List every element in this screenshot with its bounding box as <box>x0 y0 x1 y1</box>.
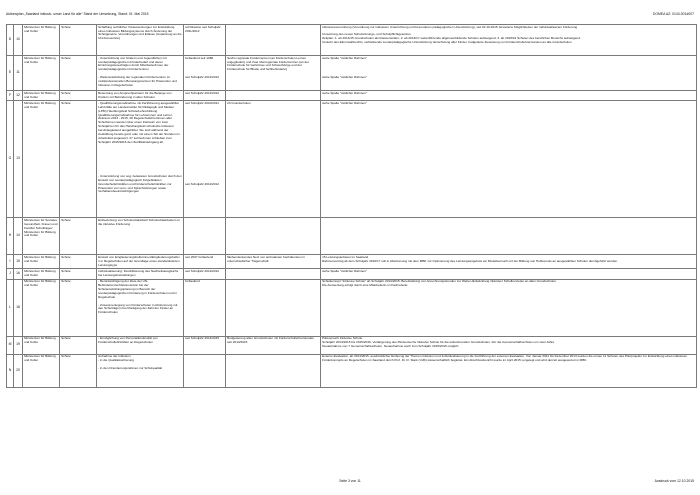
page-number: Seite 3 von 11 <box>339 479 361 483</box>
measure-cell: Bewertung von Ansprechpartnern für die Belange von Kindern mit Behinderung in allen Schulen <box>97 91 184 101</box>
table-row <box>7 279 697 336</box>
area-cell: Schule <box>60 255 97 269</box>
ministry-cell: Ministerium für Bildung und Kultur <box>23 101 60 218</box>
measure-cell: - Ermöglichung von Personalkontinuität von Förderschullehrkräften an Regelschulen <box>97 336 184 354</box>
area-cell: Schule <box>60 56 97 91</box>
status-cell: siehe Spalte "zeitlicher Rahmen" <box>321 269 697 279</box>
measure-cell: - Qualifizierungsmaßnahme mit Zertifizierung ausgewählter Lehrkräfte am Landesinstitut für Pädagogik und Medien (LPM) Handlungsfeld Schule/Lehrerbildung Qualifizierungsmaßnahme für Lehrerinnen und Lehrer, Zeitraum 2013 - 2015, 28 Regelschullehrer/innen aller Schulformen werden über einen Zeitraum von zwei Schuljahren für das Handlungsfeld schulische Inklusion berufsbegleitend ausgebildet. Sie sind während der Ausbildung bereits ganz oder mit einem Teil der Stunden im Arbeitsfeld eingesetzt. 27 Lehrer/innen schließen zum Schuljahr 2015/2016 den Zertifikatslehrgang ab. - Unterstützung von sog. belasteten Grundschulen durch den Einsatz von sonderpädagogisch fortgebildeten Grundschullehrkräften und Förderschullehrkräften zur Prävention von Lern- und Sprachstörungen sowie Verhaltensbeeinträchtigungen <box>97 101 184 218</box>
status-cell: siehe Spalte "zeitlicher Rahmen" <box>321 91 697 101</box>
row-number: 15 <box>14 255 23 269</box>
resources-cell <box>226 279 321 336</box>
area-cell: Schule <box>60 269 97 279</box>
ministry-cell: Ministerium für Soziales, Gesundheit, Frauen und Familie/ Schulträger/ Ministerium für Bildung und Kultur <box>23 218 60 255</box>
area-cell: Schule <box>60 25 97 56</box>
row-letter: N <box>7 354 14 387</box>
table-row <box>7 101 697 218</box>
row-letter: D <box>7 25 14 56</box>
area-cell: Schule <box>60 91 97 101</box>
row-letter: M <box>7 336 14 354</box>
period-cell: schrittweise seit Schuljahr 2011/2012 <box>184 25 226 56</box>
period-cell: fortlaufend <box>184 279 226 336</box>
action-plan-table <box>6 24 697 388</box>
period-cell: seit Schuljahr 2010/2011 seit Schuljahr 2011/2012 <box>184 101 226 218</box>
table-row <box>7 91 697 101</box>
resources-cell: Sechs regionale Förderzentren (an Förderschulen Lernen angegliedert) und zwei überregionale Förderzentren (an der Förderschule für Gehörlose und Schwerhörige und der Förderschule für Blinde und Sehbehinderte) <box>226 56 321 91</box>
resources-cell: 23 Grundschulen <box>226 101 321 218</box>
table-row <box>7 25 697 56</box>
table-row <box>7 269 697 279</box>
row-number: 12 <box>14 91 23 101</box>
area-cell: Schule <box>60 336 97 354</box>
area-cell: Schule <box>60 279 97 336</box>
row-letter: F <box>7 91 14 101</box>
ministry-cell: Ministerium für Bildung und Kultur <box>23 91 60 101</box>
resources-cell: flächendeckendes Netz von ambulanten Fachdiensten in unterschiedlicher Trägerschaft <box>226 255 321 269</box>
measure-cell: - Berücksichtigung der Ziele der UN-Behindertenrechtskonvention bei der Schulentwicklungsplanung im Bereich der sonderpädagogischen Förderung in Förderschulen und in Regelschule - Zusammenlegung von Förderschulen in Abstimmung mit den Schulträgern bei Rückgang der Zahl der Kinder an Förderschulen <box>97 279 184 336</box>
status-cell: siehe Spalte "zeitlicher Rahmen" siehe Spalte "zeitlicher Rahmen" <box>321 56 697 91</box>
row-number: 16 <box>14 269 23 279</box>
period-cell <box>184 218 226 255</box>
print-date: Ausdruck vom 12.10.2015 <box>654 479 694 483</box>
resources-cell: Budgetierung allen Grundschulen mit Förderschullehrerstunden seit 2014/2015 <box>226 336 321 354</box>
ministry-cell: Ministerium für Bildung und Kultur <box>23 255 60 269</box>
row-number: 10 <box>14 25 23 56</box>
status-cell: Pilotversuch Inklusive Schule. Schuljahr 2014/2015 bis 2015/2016, Verlängerung des Pilotversuchs Inklusive Schule für die teilnehmenden Grundschulen. Für die Gemeinschaftsschulen um zwei Jahre. Neuaufnahme von 7 Gemeinschaftsschulen, Neuaufnahme auch zum Schuljahr 2015/2016 möglich. <box>321 336 697 354</box>
period-cell: seit 2007 fortlaufend <box>184 255 226 269</box>
row-letter: I <box>7 255 14 269</box>
status-cell: 15 Leistungsanbieter im Saarland Rahmenvertrag ab dem Schuljahr 2016/17 soll in Abstimmung mit dem MBK zur Optimierung des Leistungsangebots ein Modellversuch mit der Bildung von Helferpools an ausgewählten Schulen durchgeführt werden. <box>321 255 697 269</box>
ministry-cell: Ministerium für Bildung und Kultur <box>23 56 60 91</box>
row-number: 14 <box>14 218 23 255</box>
status-cell: Externe Evaluation, ab 2014/2015, ausdrücklicher Einbezug der Themen Inklusion und Individualisierung in die Fortführung der externen Evaluation. Von Januar 2011 bis Dezember 2014 wurden die ersten 11 Schulen des Pilotprojekts zur Entwicklung eines inklusiven Förderkonzepts an Regelschulen im Saarland durch Prof. Dr. R. Stark (UdS) wissenschaftlich begleitet. Ein Abschlussbericht wurde im April 2015 vorgelegt und wird derzeit ausgewertet im MBK. <box>321 354 697 387</box>
area-cell: Schule <box>60 101 97 218</box>
area-cell: Schule <box>60 354 97 387</box>
period-cell: fortlaufend seit 1986 seit Schuljahr 2011/2012 <box>184 56 226 91</box>
ministry-cell: Ministerium für Bildung und Kultur <box>23 25 60 56</box>
row-number: 13 <box>14 101 23 218</box>
row-number: 11 <box>14 56 23 91</box>
status-cell: Inklusionsverordnung (Verordnung zur inklusiven Unterrichtung und besonderen pädagogischen Unterstützung), seit 02.10.2015; Erweiterte Möglichkeiten der individualisierten Förderung Umsetzung des neuen Schulordnungs- und Schulpflichtgesetzes. Zeitplan: 1. ab 2014/15 Grundschulen als Klassenstufen; 2. ab 2016/17 weiterführende allgemeinbildende Schulen aufsteigend; 3. ab 2018/19 Schulen des beruflichen Bereichs aufsteigend. Umkehr des Elternwahlrechts, verbleibende sonderpädagogische Unterstützung; Einschulung aller Kinder, budgetierte Zuweisung von Förderschullehrerstunden an alle Grundschulen <box>321 25 697 56</box>
table-row <box>7 354 697 387</box>
row-letter: L <box>7 279 14 336</box>
status-cell <box>321 218 697 255</box>
status-cell: siehe Spalte "zeitlicher Rahmen" <box>321 101 697 218</box>
resources-cell <box>226 25 321 56</box>
measure-cell: - Unterstützung von Kindern und Jugendlichen mit sonderpädagogischem Förderbedarf und deren Erziehungsberechtigten durch Mitarbeiter/innen der sonderpädagogischen Förderzentren - Weiterentwicklung der regionalen Förderzentren zu multiprofessionellen Beratungszentren für Prävention und Inklusion in Regelschulen <box>97 56 184 91</box>
ministry-cell: Ministerium für Bildung und Kultur <box>23 336 60 354</box>
measure-cell: Schaffung rechtlicher Voraussetzungen zur Entwicklung eines inklusiven Bildungssystems durch Änderung der Schulgesetze, Verordnungen und Erlasse (Anpassung an die UN-Konvention) <box>97 25 184 56</box>
row-letter: G <box>7 101 14 218</box>
measure-cell: Individualisierung: Flexibilisierung des Nachteilsausgleichs bei Leistungsfeststellungen <box>97 269 184 279</box>
resources-cell <box>226 269 321 279</box>
row-number: 19 <box>14 336 23 354</box>
ministry-cell: Ministerium für Bildung und Kultur <box>23 279 60 336</box>
document-reference: DOMEA AZ: 0143-001#007 <box>652 12 694 16</box>
measure-cell: Aufnahme der Inklusion - in die Qualitätssicherung - in den Orientierungsrahmen zur Schulqualität <box>97 354 184 387</box>
period-cell <box>184 354 226 387</box>
table-row <box>7 56 697 91</box>
resources-cell <box>226 354 321 387</box>
period-cell: seit Schuljahr 2011/2012 <box>184 91 226 101</box>
ministry-cell: Ministerium für Bildung und Kultur <box>23 354 60 387</box>
table-row <box>7 255 697 269</box>
resources-cell <box>226 218 321 255</box>
ministry-cell: Ministerium für Bildung und Kultur <box>23 269 60 279</box>
measure-cell: Einsatz von Eingliederungshelferinnen/Eingliederungshelfer n in Regelschulen auf der Grundlage eines standardisierten Leistungstyps <box>97 255 184 269</box>
period-cell: seit Schuljahr 2014/2015 <box>184 336 226 354</box>
status-cell: Schulkonzept "Inklusive Schule" ab Schuljahr 2014/2015: Bereitstellung von Anrechnungsstunden zur Weiter-/Entwicklung inklusiver Schulkonzepte an allen Grundschulen. Die Auswertung erfolgt durch eine Mitarbeiterin im Fachreferat. <box>321 279 697 336</box>
table-row <box>7 336 697 354</box>
row-letter: J <box>7 269 14 279</box>
measure-cell: Einbeziehung von Schulsozialarbeit/ Schulsozialarbeitern in die inklusive Förderung <box>97 218 184 255</box>
row-letter: H <box>7 218 14 255</box>
table-row <box>7 218 697 255</box>
row-number: 20 <box>14 354 23 387</box>
document-title: Aktionsplan „Saarland inklusiv- unser Land für alle“ Stand der Umsetzung, Stand: 01. Mai 2015 <box>6 12 149 16</box>
row-number: 18 <box>14 279 23 336</box>
resources-cell <box>226 91 321 101</box>
area-cell: Schule <box>60 218 97 255</box>
row-letter: E <box>7 56 14 91</box>
period-cell: seit Schuljahr 2011/2012 <box>184 269 226 279</box>
